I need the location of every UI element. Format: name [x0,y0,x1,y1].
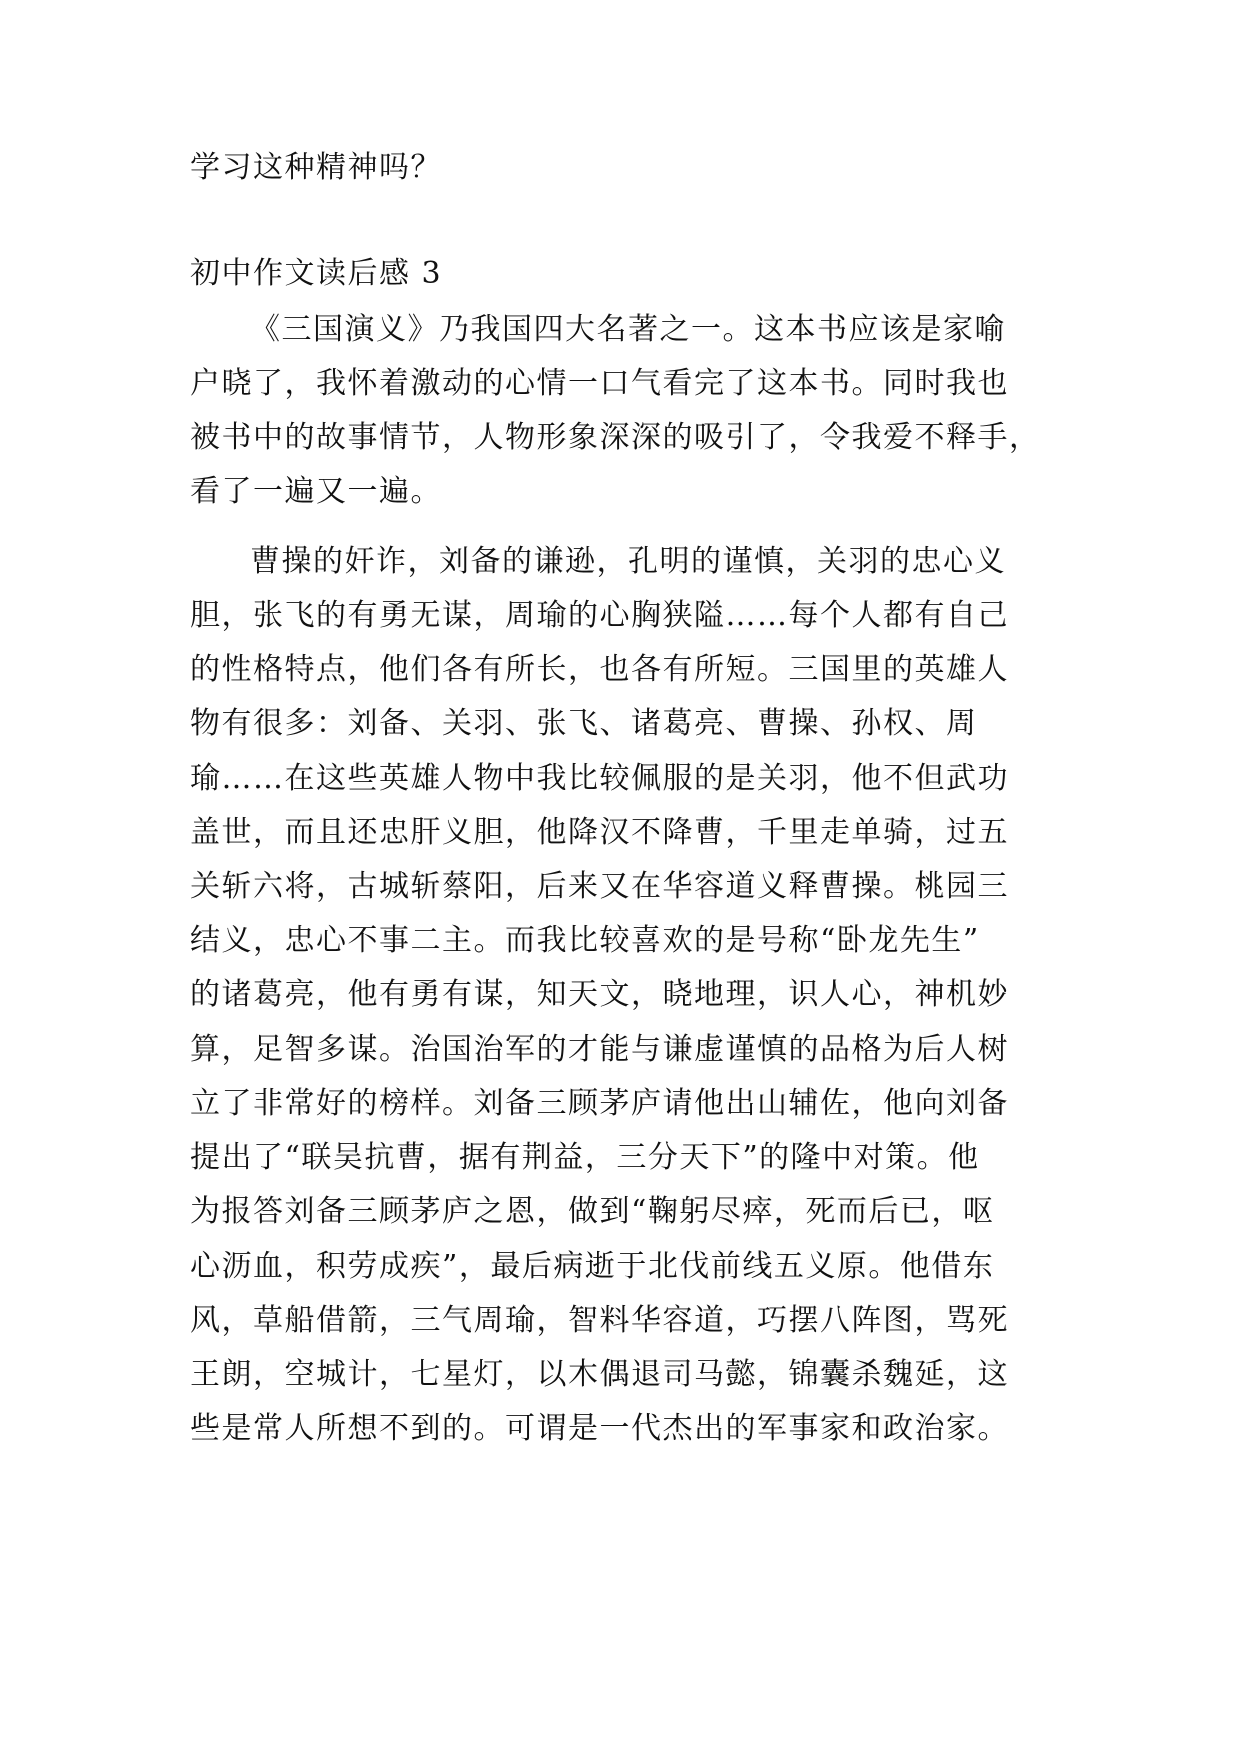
paragraph1-line: 户晓了，我怀着激动的心情一口气看完了这本书。同时我也 [190,366,1009,401]
paragraph1-line: 看了一遍又一遍。 [190,474,442,509]
section-title: 初中作文读后感 3 [190,256,443,291]
paragraph2-line: 的诸葛亮，他有勇有谋，知天文，晓地理，识人心，神机妙 [190,977,1009,1012]
paragraph2-line: 关斩六将，古城斩蔡阳，后来又在华容道义释曹操。桃园三 [190,869,1009,904]
paragraph2-line: 王朗，空城计，七星灯，以木偶退司马懿，锦囊杀魏延，这 [190,1357,1009,1392]
paragraph2-line: 心沥血，积劳成疾”，最后病逝于北伐前线五义原。他借东 [190,1249,995,1284]
paragraph2-line: 结义，忠心不事二主。而我比较喜欢的是号称“卧龙先生” [190,923,980,958]
paragraph2-line: 提出了“联吴抗曹，据有荆益，三分天下”的隆中对策。他 [190,1140,980,1175]
paragraph2-line: 算，足智多谋。治国治军的才能与谦虚谨慎的品格为后人树 [190,1032,1009,1067]
paragraph1-line: 《三国演义》乃我国四大名著之一。这本书应该是家喻 [250,312,1006,347]
paragraph2-line: 瑜……在这些英雄人物中我比较佩服的是关羽，他不但武功 [190,761,1009,796]
paragraph2-line: 物有很多：刘备、关羽、张飞、诸葛亮、曹操、孙权、周 [190,706,978,741]
paragraph1-line: 被书中的故事情节，人物形象深深的吸引了，令我爱不释手， [190,420,1041,455]
paragraph2-line: 风，草船借箭，三气周瑜，智料华容道，巧摆八阵图，骂死 [190,1303,1009,1338]
paragraph2-line: 立了非常好的榜样。刘备三顾茅庐请他出山辅佐，他向刘备 [190,1086,1009,1121]
paragraph2-line: 些是常人所想不到的。可谓是一代杰出的军事家和政治家。 [190,1411,1009,1446]
intro-line: 学习这种精神吗？ [190,150,442,185]
paragraph2-line: 曹操的奸诈，刘备的谦逊，孔明的谨慎，关羽的忠心义 [250,544,1006,579]
paragraph2-line: 的性格特点，他们各有所长，也各有所短。三国里的英雄人 [190,652,1009,687]
paragraph2-line: 胆，张飞的有勇无谋，周瑜的心胸狭隘……每个人都有自己 [190,598,1009,633]
paragraph2-line: 盖世，而且还忠肝义胆，他降汉不降曹，千里走单骑，过五 [190,815,1009,850]
paragraph2-line: 为报答刘备三顾茅庐之恩，做到“鞠躬尽瘁，死而后已，呕 [190,1194,995,1229]
